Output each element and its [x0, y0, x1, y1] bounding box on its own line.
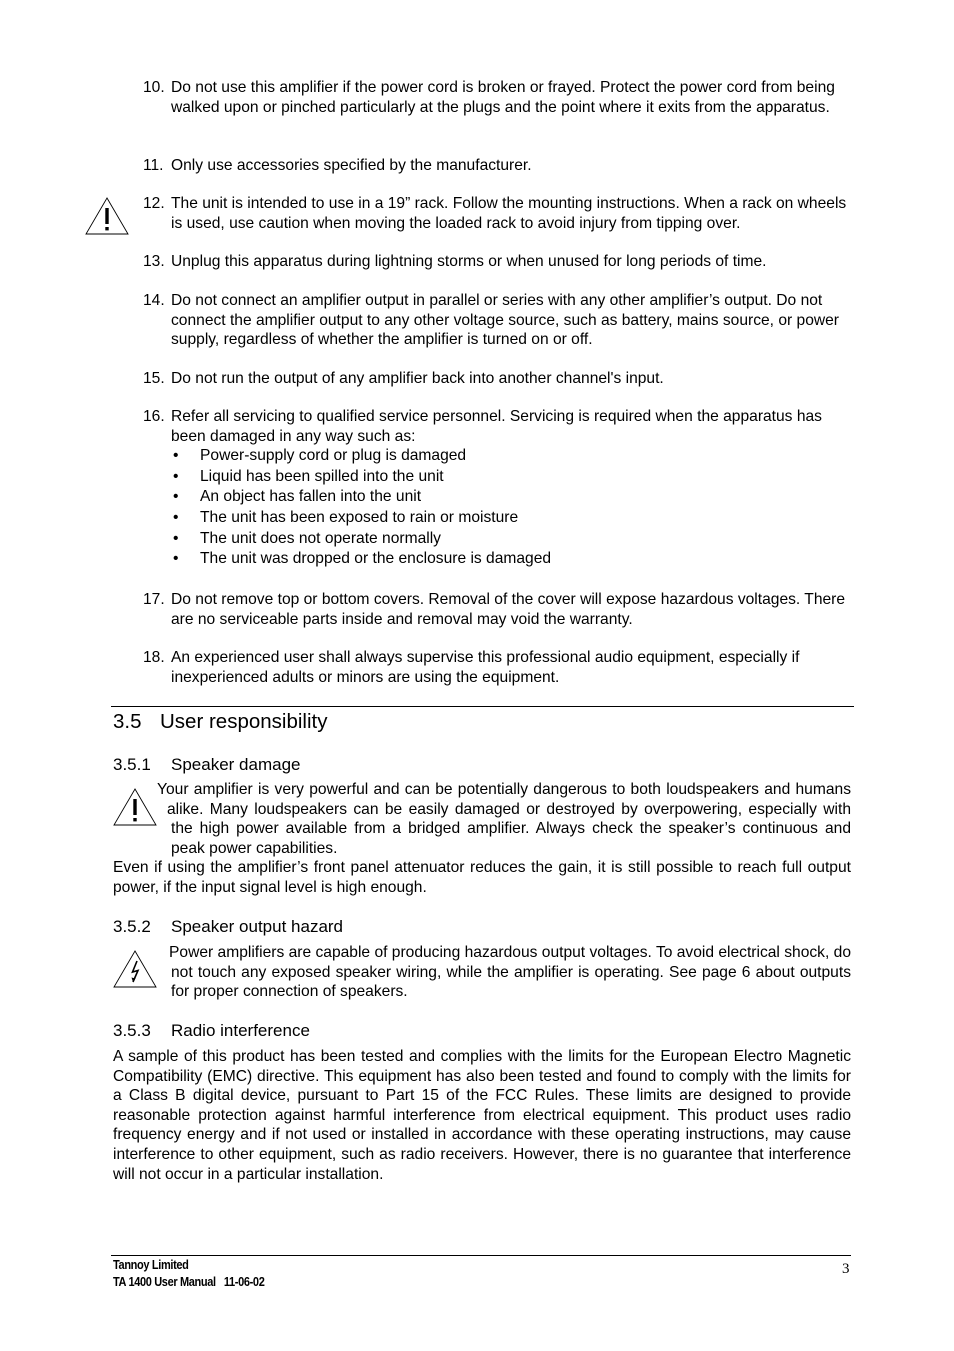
- icon-float-spacer: [113, 943, 159, 962]
- item-text: An experienced user shall always supervise this professional audio equipment, especially if inexperienced adults or minors are using the equipment.: [171, 649, 800, 686]
- bullet-item: • Liquid has been spilled into the unit: [171, 467, 855, 488]
- list-item: [143, 78, 855, 117]
- list-item: [143, 194, 855, 233]
- item-number: 11.: [143, 157, 164, 174]
- item-number: 17.: [143, 591, 165, 608]
- subsection-body: [113, 943, 851, 1002]
- icon-float-spacer: [113, 836, 171, 856]
- list-item: [143, 291, 855, 350]
- subsection-title: Speaker output hazard: [171, 917, 344, 936]
- bullet-item: • An object has fallen into the unit: [171, 487, 855, 508]
- footer-rule: [111, 1255, 851, 1256]
- icon-float-spacer: [113, 962, 169, 982]
- subsection-number: 3.5.1: [113, 755, 151, 774]
- section-title: User responsibility: [160, 710, 328, 733]
- subsection-heading: [113, 1020, 310, 1041]
- item-number: 10.: [143, 79, 165, 96]
- list-item: [143, 407, 855, 570]
- item-number: 16.: [143, 408, 165, 425]
- item-text: Do not run the output of any amplifier back into another channel's input.: [171, 370, 664, 387]
- paragraph: Even if using the amplifier’s front panel attenuator reduces the gain, it is still possible to reach full output power, if the input signal level is high enough.: [113, 859, 851, 896]
- item-text: Unplug this apparatus during lightning storms or when unused for long periods of time.: [171, 253, 767, 270]
- bullet-item: • The unit has been exposed to rain or moisture: [171, 508, 855, 529]
- list-item: [143, 590, 855, 629]
- icon-float-spacer: [113, 816, 167, 836]
- subsection-title: Speaker damage: [171, 755, 301, 774]
- list-item: [143, 648, 855, 687]
- item-number: 12.: [143, 195, 165, 212]
- section-number: 3.5: [113, 710, 142, 733]
- item-number: 15.: [143, 370, 165, 387]
- subsection-title: Radio interference: [171, 1021, 310, 1040]
- section-divider: [111, 706, 854, 707]
- item-text: The unit is intended to use in a 19” rack. Follow the mounting instructions. When a rack on wheels is used, use caution when moving the loaded rack to avoid injury from tipping over.: [171, 195, 847, 232]
- paragraph: Your amplifier is very powerful and can be potentially dangerous to both loudspeakers and humans alike. Many loudspeakers can be easily damaged or destroyed by overpowering, especially with the high power available from a bridged amplifier. Always check the speaker’s continuous and peak power capabilities.: [157, 781, 851, 857]
- item-number: 14.: [143, 292, 165, 309]
- bullet-list: [171, 446, 855, 570]
- subsection-body: [113, 780, 851, 898]
- icon-float-spacer: [113, 780, 157, 816]
- paragraph: Power amplifiers are capable of producing hazardous output voltages. To avoid electrical shock, do not touch any exposed speaker wiring, while the amplifier is operating. See page 6 about outputs for proper connection of speakers.: [169, 944, 851, 1001]
- caution-triangle-icon: [84, 196, 130, 236]
- item-number: 18.: [143, 649, 165, 666]
- subsection-heading: [113, 916, 343, 937]
- subsection-number: 3.5.2: [113, 917, 151, 936]
- item-text: Do not remove top or bottom covers. Removal of the cover will expose hazardous voltages. There are no serviceable parts inside and removal may void the warranty.: [171, 591, 846, 628]
- item-text: Only use accessories specified by the manufacturer.: [171, 157, 532, 174]
- footer-manual: TA 1400 User Manual 11-06-02: [113, 1275, 265, 1289]
- subsection-number: 3.5.3: [113, 1021, 151, 1040]
- section-heading: [113, 710, 327, 734]
- footer-info: [113, 1257, 264, 1291]
- item-text: Do not connect an amplifier output in parallel or series with any other amplifier’s output. Do not connect the amplifier output to any other voltage source, such as battery, mains source, or power supply, regardless of whether the amplifier is turned on or off.: [171, 292, 839, 349]
- icon-float-spacer: [113, 982, 171, 1002]
- page-number: 3: [842, 1261, 850, 1277]
- item-text: Do not use this amplifier if the power cord is broken or frayed. Protect the power cord from being walked upon or pinched particularly at the plugs and the point where it exits from the apparatus.: [171, 79, 835, 116]
- footer-company: Tannoy Limited: [113, 1258, 189, 1272]
- list-item: [143, 369, 855, 389]
- item-number: 13.: [143, 253, 165, 270]
- subsection-body: [113, 1047, 851, 1184]
- list-item: [143, 156, 855, 176]
- bullet-item: • The unit does not operate normally: [171, 529, 855, 550]
- item-intro: Refer all servicing to qualified service personnel. Servicing is required when the apparatus has been damaged in any way such as:: [171, 408, 822, 445]
- item-text: [171, 407, 855, 570]
- subsection-heading: [113, 754, 300, 775]
- bullet-item: • The unit was dropped or the enclosure is damaged: [171, 549, 855, 570]
- bullet-item: • Power-supply cord or plug is damaged: [171, 446, 855, 467]
- paragraph: A sample of this product has been tested and complies with the limits for the European Electro Magnetic Compatibility (EMC) directive. This equipment has also been tested and found to comply with the limits for a Class B digital device, pursuant to Part 15 of the FCC Rules. These limits are designed to provide reasonable protection against harmful interference from electrical equipment. This product uses radio frequency energy and if not used or installed in accordance with these operating instructions, may cause interference to other equipment, such as radio receivers. However, there is no guarantee that interference will not occur in a particular installation.: [113, 1048, 851, 1183]
- list-item: [143, 252, 855, 272]
